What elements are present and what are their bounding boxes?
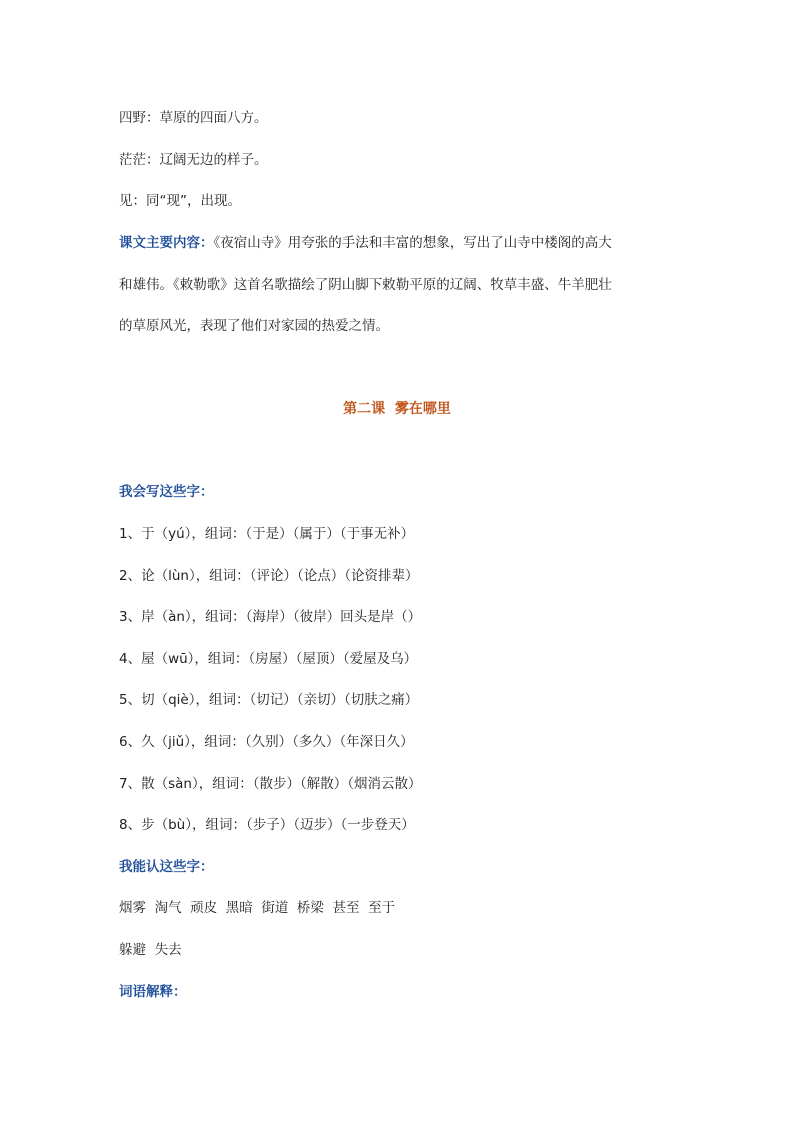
definition-meaning: 同“现”，出现。	[146, 193, 241, 209]
read-words-line-1: 烟雾 淘气 顽皮 黑暗 街道 桥梁 甚至 至于	[119, 900, 396, 916]
summary-line-2	[119, 275, 612, 295]
definition-meaning: 辽阔无边的样子。	[159, 152, 268, 168]
read-words-line-2: 躲避 失去	[119, 942, 182, 958]
summary-label: 课文主要内容：	[119, 235, 214, 251]
summary-line-3	[119, 316, 389, 336]
summary-text: 《夜宿山寺》用夸张的手法和丰富的想象，写出了山寺中楼阁的高大	[213, 235, 612, 251]
write-item: 1、于（yú），组词：（于是）（属于）（于事无补）	[119, 526, 415, 542]
write-section-heading: 我会写这些字：	[119, 484, 214, 500]
write-item: 5、切（qiè），组词：（切记）（亲切）（切肤之痛）	[119, 692, 419, 708]
write-item: 2、论（lùn），组词：（评论）（论点）（论资排辈）	[119, 568, 419, 584]
vocab-section-heading: 词语解释：	[119, 984, 187, 1000]
summary-text: 和雄伟。《敕勒歌》这首名歌描绘了阴山脚下敕勒平原的辽阔、牧草丰盛、牛羊肥壮	[119, 277, 612, 293]
write-item: 8、步（bù），组词：（步子）（迈步）（一步登天）	[119, 817, 415, 833]
write-item: 4、屋（wū），组词：（房屋）（屋顶）（爱屋及乌）	[119, 651, 418, 667]
definition-separator: ：	[146, 152, 160, 168]
definition-term: 茫茫	[119, 152, 146, 168]
summary-text: 的草原风光，表现了他们对家园的热爱之情。	[119, 318, 389, 334]
read-section-heading: 我能认这些字：	[119, 859, 214, 875]
write-item: 3、岸（àn），组词：（海岸）（彼岸）回头是岸（）	[119, 609, 422, 625]
definition-separator: ：	[146, 110, 160, 126]
definition-separator: ：	[132, 193, 146, 209]
summary-line-1	[119, 233, 612, 253]
definition-mangmang	[119, 150, 268, 170]
write-item: 7、散（sàn），组词：（散步）（解散）（烟消云散）	[119, 776, 422, 792]
definition-siye	[119, 108, 268, 128]
write-item: 6、久（jiǔ），组词：（久别）（多久）（年深日久）	[119, 734, 414, 750]
definition-jian	[119, 191, 241, 211]
definition-meaning: 草原的四面八方。	[159, 110, 268, 126]
definition-term: 见	[119, 193, 133, 209]
lesson-title: 第二课 雾在哪里	[343, 401, 451, 417]
definition-term: 四野	[119, 110, 146, 126]
